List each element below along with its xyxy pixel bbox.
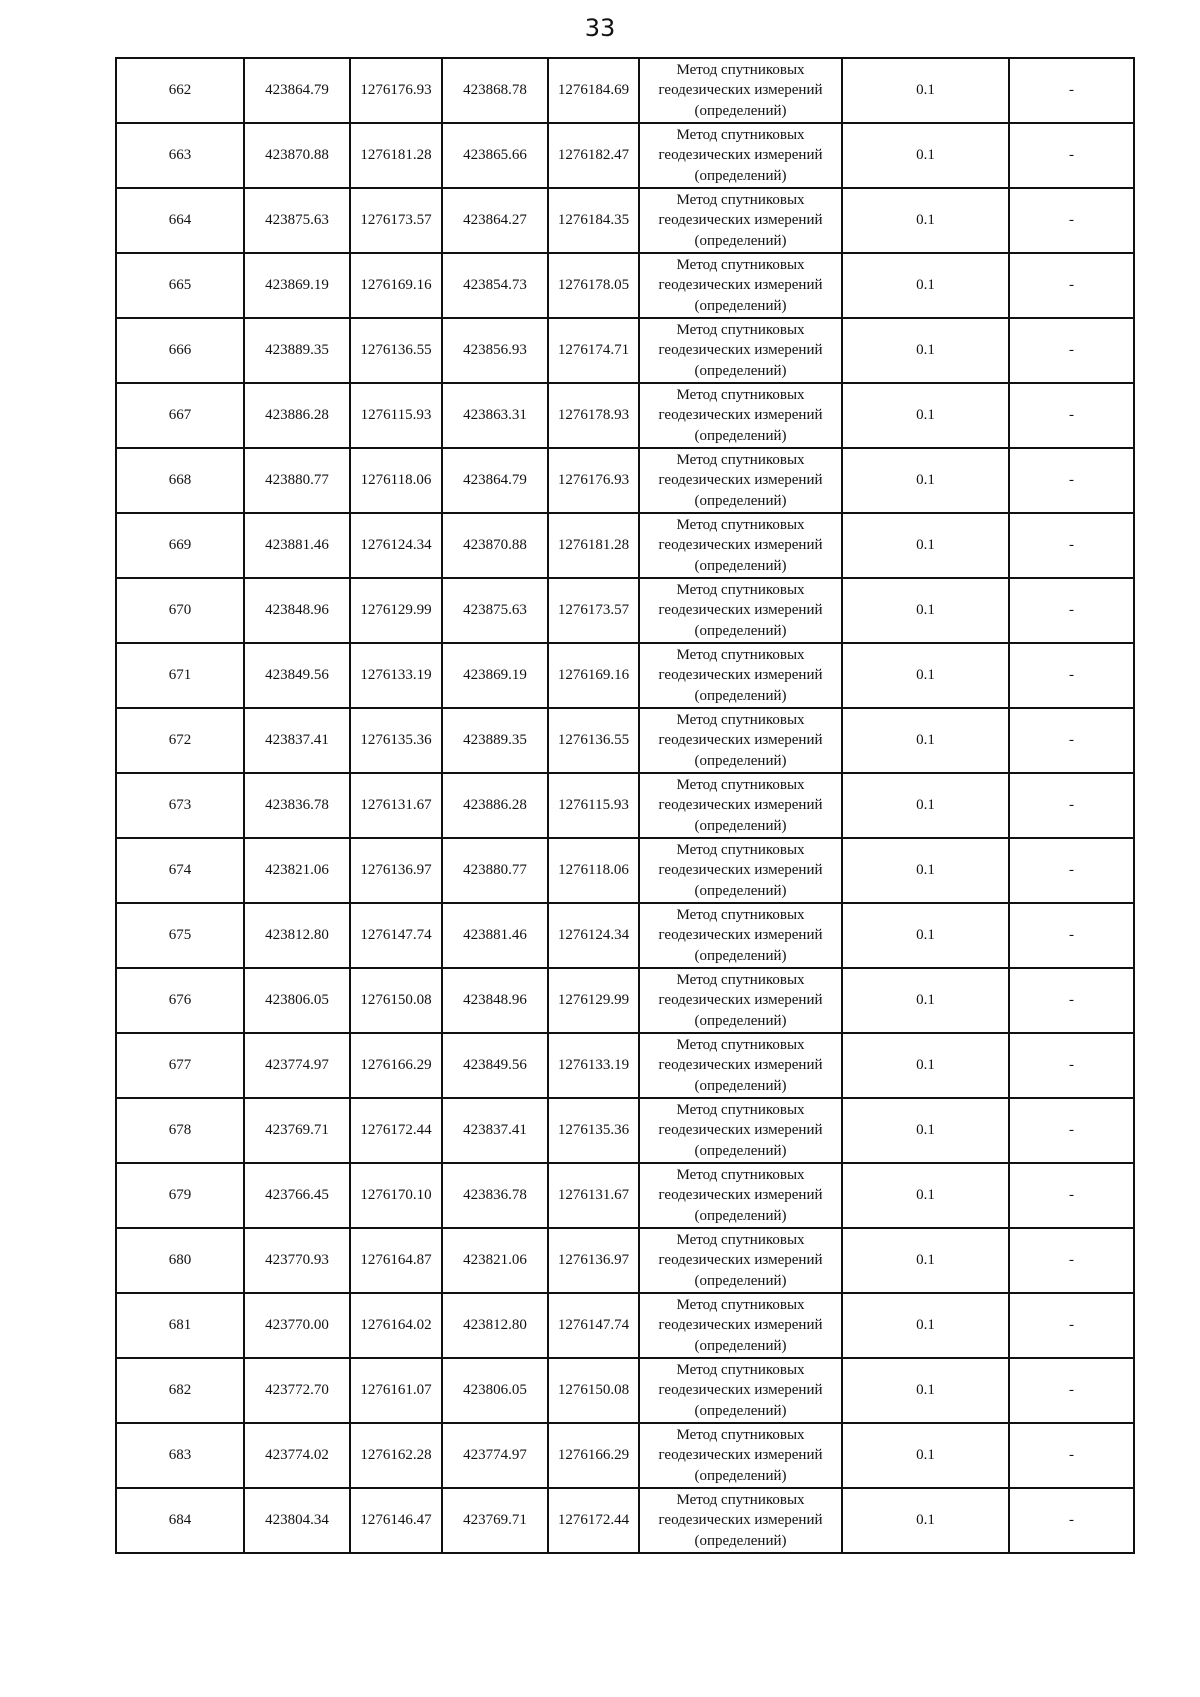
old-x-cell: 423881.46 xyxy=(244,513,350,578)
method-cell xyxy=(639,253,842,318)
accuracy-cell: 0.1 xyxy=(842,1488,1009,1553)
method-cell xyxy=(639,383,842,448)
method-line: Метод спутниковых xyxy=(676,256,805,273)
extra-cell: - xyxy=(1009,578,1134,643)
new-y-cell: 1276178.05 xyxy=(548,253,639,318)
method-cell xyxy=(639,123,842,188)
old-x-cell: 423848.96 xyxy=(244,578,350,643)
old-x-cell: 423864.79 xyxy=(244,58,350,123)
new-x-cell: 423864.79 xyxy=(442,448,548,513)
new-y-cell: 1276135.36 xyxy=(548,1098,639,1163)
table-row xyxy=(116,1488,1134,1553)
old-x-cell: 423836.78 xyxy=(244,773,350,838)
method-line: геодезических измерений xyxy=(658,277,823,294)
method-line: Метод спутниковых xyxy=(676,776,805,793)
accuracy-cell: 0.1 xyxy=(842,838,1009,903)
method-cell xyxy=(639,1098,842,1163)
method-line: (определений) xyxy=(694,1467,787,1484)
extra-cell: - xyxy=(1009,773,1134,838)
method-line: (определений) xyxy=(694,752,787,769)
new-y-cell: 1276176.93 xyxy=(548,448,639,513)
table-row xyxy=(116,1423,1134,1488)
method-cell xyxy=(639,838,842,903)
method-line: Метод спутниковых xyxy=(676,1296,805,1313)
extra-cell: - xyxy=(1009,1033,1134,1098)
method-line: геодезических измерений xyxy=(658,1317,823,1334)
new-y-cell: 1276133.19 xyxy=(548,1033,639,1098)
point-number-cell: 675 xyxy=(116,903,244,968)
old-x-cell: 423849.56 xyxy=(244,643,350,708)
table-row xyxy=(116,773,1134,838)
old-y-cell: 1276136.55 xyxy=(350,318,442,383)
accuracy-cell: 0.1 xyxy=(842,123,1009,188)
old-y-cell: 1276135.36 xyxy=(350,708,442,773)
old-y-cell: 1276133.19 xyxy=(350,643,442,708)
method-cell xyxy=(639,643,842,708)
extra-cell: - xyxy=(1009,708,1134,773)
accuracy-cell: 0.1 xyxy=(842,903,1009,968)
table-row xyxy=(116,513,1134,578)
method-line: Метод спутниковых xyxy=(676,1166,805,1183)
extra-cell: - xyxy=(1009,123,1134,188)
old-x-cell: 423772.70 xyxy=(244,1358,350,1423)
point-number-cell: 667 xyxy=(116,383,244,448)
method-cell xyxy=(639,1358,842,1423)
old-y-cell: 1276150.08 xyxy=(350,968,442,1033)
old-x-cell: 423804.34 xyxy=(244,1488,350,1553)
method-line: (определений) xyxy=(694,947,787,964)
new-y-cell: 1276174.71 xyxy=(548,318,639,383)
method-line: Метод спутниковых xyxy=(676,1101,805,1118)
method-line: геодезических измерений xyxy=(658,1057,823,1074)
new-y-cell: 1276169.16 xyxy=(548,643,639,708)
method-line: геодезических измерений xyxy=(658,732,823,749)
old-x-cell: 423889.35 xyxy=(244,318,350,383)
new-x-cell: 423849.56 xyxy=(442,1033,548,1098)
table-row xyxy=(116,903,1134,968)
accuracy-cell: 0.1 xyxy=(842,1358,1009,1423)
method-line: геодезических измерений xyxy=(658,992,823,1009)
method-line: Метод спутниковых xyxy=(676,451,805,468)
method-line: геодезических измерений xyxy=(658,82,823,99)
new-y-cell: 1276136.97 xyxy=(548,1228,639,1293)
method-cell xyxy=(639,513,842,578)
extra-cell: - xyxy=(1009,318,1134,383)
extra-cell: - xyxy=(1009,903,1134,968)
method-line: (определений) xyxy=(694,167,787,184)
table-body xyxy=(116,58,1134,1553)
method-line: (определений) xyxy=(694,232,787,249)
method-line: Метод спутниковых xyxy=(676,906,805,923)
extra-cell: - xyxy=(1009,188,1134,253)
table-row xyxy=(116,1033,1134,1098)
old-x-cell: 423770.93 xyxy=(244,1228,350,1293)
method-line: Метод спутниковых xyxy=(676,1361,805,1378)
new-x-cell: 423881.46 xyxy=(442,903,548,968)
method-line: геодезических измерений xyxy=(658,1122,823,1139)
table-row xyxy=(116,58,1134,123)
method-line: (определений) xyxy=(694,1272,787,1289)
old-x-cell: 423769.71 xyxy=(244,1098,350,1163)
new-y-cell: 1276147.74 xyxy=(548,1293,639,1358)
method-cell xyxy=(639,1033,842,1098)
extra-cell: - xyxy=(1009,1423,1134,1488)
table-row xyxy=(116,1163,1134,1228)
method-line: геодезических измерений xyxy=(658,407,823,424)
accuracy-cell: 0.1 xyxy=(842,773,1009,838)
method-cell xyxy=(639,1423,842,1488)
accuracy-cell: 0.1 xyxy=(842,968,1009,1033)
old-y-cell: 1276147.74 xyxy=(350,903,442,968)
old-y-cell: 1276146.47 xyxy=(350,1488,442,1553)
new-x-cell: 423769.71 xyxy=(442,1488,548,1553)
new-y-cell: 1276131.67 xyxy=(548,1163,639,1228)
accuracy-cell: 0.1 xyxy=(842,513,1009,578)
method-line: (определений) xyxy=(694,622,787,639)
new-y-cell: 1276118.06 xyxy=(548,838,639,903)
method-line: геодезических измерений xyxy=(658,862,823,879)
table-row xyxy=(116,968,1134,1033)
extra-cell: - xyxy=(1009,513,1134,578)
point-number-cell: 665 xyxy=(116,253,244,318)
point-number-cell: 670 xyxy=(116,578,244,643)
method-line: геодезических измерений xyxy=(658,1512,823,1529)
new-x-cell: 423880.77 xyxy=(442,838,548,903)
old-x-cell: 423837.41 xyxy=(244,708,350,773)
method-line: (определений) xyxy=(694,427,787,444)
accuracy-cell: 0.1 xyxy=(842,708,1009,773)
new-x-cell: 423848.96 xyxy=(442,968,548,1033)
coordinates-table xyxy=(115,57,1135,1554)
method-cell xyxy=(639,58,842,123)
new-x-cell: 423856.93 xyxy=(442,318,548,383)
old-y-cell: 1276115.93 xyxy=(350,383,442,448)
method-line: (определений) xyxy=(694,1532,787,1549)
old-y-cell: 1276166.29 xyxy=(350,1033,442,1098)
point-number-cell: 684 xyxy=(116,1488,244,1553)
method-line: Метод спутниковых xyxy=(676,971,805,988)
accuracy-cell: 0.1 xyxy=(842,188,1009,253)
point-number-cell: 677 xyxy=(116,1033,244,1098)
method-line: Метод спутниковых xyxy=(676,516,805,533)
method-line: геодезических измерений xyxy=(658,147,823,164)
old-x-cell: 423875.63 xyxy=(244,188,350,253)
method-line: геодезических измерений xyxy=(658,602,823,619)
old-x-cell: 423774.02 xyxy=(244,1423,350,1488)
accuracy-cell: 0.1 xyxy=(842,58,1009,123)
old-y-cell: 1276172.44 xyxy=(350,1098,442,1163)
new-x-cell: 423865.66 xyxy=(442,123,548,188)
extra-cell: - xyxy=(1009,838,1134,903)
extra-cell: - xyxy=(1009,1293,1134,1358)
extra-cell: - xyxy=(1009,1488,1134,1553)
new-x-cell: 423812.80 xyxy=(442,1293,548,1358)
table-row xyxy=(116,383,1134,448)
new-x-cell: 423870.88 xyxy=(442,513,548,578)
method-cell xyxy=(639,1228,842,1293)
method-line: геодезических измерений xyxy=(658,537,823,554)
table-row xyxy=(116,1358,1134,1423)
old-x-cell: 423812.80 xyxy=(244,903,350,968)
new-y-cell: 1276178.93 xyxy=(548,383,639,448)
method-line: (определений) xyxy=(694,492,787,509)
method-line: Метод спутниковых xyxy=(676,581,805,598)
new-y-cell: 1276182.47 xyxy=(548,123,639,188)
point-number-cell: 680 xyxy=(116,1228,244,1293)
accuracy-cell: 0.1 xyxy=(842,1163,1009,1228)
table-row xyxy=(116,1293,1134,1358)
old-y-cell: 1276129.99 xyxy=(350,578,442,643)
table-row xyxy=(116,188,1134,253)
point-number-cell: 668 xyxy=(116,448,244,513)
old-y-cell: 1276176.93 xyxy=(350,58,442,123)
method-line: Метод спутниковых xyxy=(676,1426,805,1443)
old-y-cell: 1276118.06 xyxy=(350,448,442,513)
old-y-cell: 1276124.34 xyxy=(350,513,442,578)
new-y-cell: 1276166.29 xyxy=(548,1423,639,1488)
method-line: Метод спутниковых xyxy=(676,1231,805,1248)
new-x-cell: 423837.41 xyxy=(442,1098,548,1163)
page-number: 33 xyxy=(584,14,616,42)
old-x-cell: 423770.00 xyxy=(244,1293,350,1358)
point-number-cell: 674 xyxy=(116,838,244,903)
point-number-cell: 663 xyxy=(116,123,244,188)
method-line: геодезических измерений xyxy=(658,927,823,944)
method-line: (определений) xyxy=(694,1142,787,1159)
method-line: (определений) xyxy=(694,362,787,379)
old-y-cell: 1276164.87 xyxy=(350,1228,442,1293)
new-y-cell: 1276136.55 xyxy=(548,708,639,773)
method-line: Метод спутниковых xyxy=(676,321,805,338)
new-x-cell: 423821.06 xyxy=(442,1228,548,1293)
table-row xyxy=(116,643,1134,708)
accuracy-cell: 0.1 xyxy=(842,253,1009,318)
new-x-cell: 423854.73 xyxy=(442,253,548,318)
table-row xyxy=(116,318,1134,383)
extra-cell: - xyxy=(1009,58,1134,123)
new-y-cell: 1276173.57 xyxy=(548,578,639,643)
method-line: Метод спутниковых xyxy=(676,841,805,858)
old-y-cell: 1276169.16 xyxy=(350,253,442,318)
table-row xyxy=(116,1228,1134,1293)
method-line: (определений) xyxy=(694,1337,787,1354)
point-number-cell: 683 xyxy=(116,1423,244,1488)
extra-cell: - xyxy=(1009,1358,1134,1423)
point-number-cell: 681 xyxy=(116,1293,244,1358)
point-number-cell: 682 xyxy=(116,1358,244,1423)
method-line: Метод спутниковых xyxy=(676,711,805,728)
method-line: Метод спутниковых xyxy=(676,1036,805,1053)
new-y-cell: 1276129.99 xyxy=(548,968,639,1033)
accuracy-cell: 0.1 xyxy=(842,318,1009,383)
table-row xyxy=(116,838,1134,903)
accuracy-cell: 0.1 xyxy=(842,578,1009,643)
method-line: (определений) xyxy=(694,1207,787,1224)
extra-cell: - xyxy=(1009,1098,1134,1163)
method-cell xyxy=(639,968,842,1033)
old-x-cell: 423766.45 xyxy=(244,1163,350,1228)
new-y-cell: 1276184.69 xyxy=(548,58,639,123)
accuracy-cell: 0.1 xyxy=(842,448,1009,513)
point-number-cell: 664 xyxy=(116,188,244,253)
new-x-cell: 423863.31 xyxy=(442,383,548,448)
old-y-cell: 1276170.10 xyxy=(350,1163,442,1228)
old-y-cell: 1276162.28 xyxy=(350,1423,442,1488)
table-row xyxy=(116,253,1134,318)
method-line: геодезических измерений xyxy=(658,1187,823,1204)
table-row xyxy=(116,1098,1134,1163)
method-line: Метод спутниковых xyxy=(676,386,805,403)
method-line: Метод спутниковых xyxy=(676,646,805,663)
extra-cell: - xyxy=(1009,448,1134,513)
extra-cell: - xyxy=(1009,1228,1134,1293)
method-cell xyxy=(639,903,842,968)
point-number-cell: 671 xyxy=(116,643,244,708)
old-y-cell: 1276161.07 xyxy=(350,1358,442,1423)
accuracy-cell: 0.1 xyxy=(842,1098,1009,1163)
method-cell xyxy=(639,448,842,513)
new-x-cell: 423836.78 xyxy=(442,1163,548,1228)
method-line: Метод спутниковых xyxy=(676,191,805,208)
point-number-cell: 662 xyxy=(116,58,244,123)
old-x-cell: 423870.88 xyxy=(244,123,350,188)
new-y-cell: 1276172.44 xyxy=(548,1488,639,1553)
new-x-cell: 423869.19 xyxy=(442,643,548,708)
point-number-cell: 666 xyxy=(116,318,244,383)
new-x-cell: 423868.78 xyxy=(442,58,548,123)
point-number-cell: 678 xyxy=(116,1098,244,1163)
old-y-cell: 1276181.28 xyxy=(350,123,442,188)
method-line: геодезических измерений xyxy=(658,797,823,814)
method-line: (определений) xyxy=(694,557,787,574)
new-y-cell: 1276150.08 xyxy=(548,1358,639,1423)
accuracy-cell: 0.1 xyxy=(842,1293,1009,1358)
point-number-cell: 679 xyxy=(116,1163,244,1228)
accuracy-cell: 0.1 xyxy=(842,383,1009,448)
old-y-cell: 1276131.67 xyxy=(350,773,442,838)
new-y-cell: 1276124.34 xyxy=(548,903,639,968)
old-y-cell: 1276173.57 xyxy=(350,188,442,253)
old-x-cell: 423869.19 xyxy=(244,253,350,318)
method-line: (определений) xyxy=(694,1077,787,1094)
method-cell xyxy=(639,708,842,773)
new-x-cell: 423889.35 xyxy=(442,708,548,773)
extra-cell: - xyxy=(1009,253,1134,318)
method-line: (определений) xyxy=(694,882,787,899)
method-line: геодезических измерений xyxy=(658,212,823,229)
accuracy-cell: 0.1 xyxy=(842,1423,1009,1488)
table-row xyxy=(116,578,1134,643)
point-number-cell: 673 xyxy=(116,773,244,838)
method-line: геодезических измерений xyxy=(658,1252,823,1269)
old-y-cell: 1276164.02 xyxy=(350,1293,442,1358)
accuracy-cell: 0.1 xyxy=(842,643,1009,708)
method-cell xyxy=(639,1163,842,1228)
method-line: Метод спутниковых xyxy=(676,126,805,143)
new-x-cell: 423886.28 xyxy=(442,773,548,838)
old-x-cell: 423821.06 xyxy=(244,838,350,903)
table-row xyxy=(116,123,1134,188)
method-line: Метод спутниковых xyxy=(676,1491,805,1508)
point-number-cell: 672 xyxy=(116,708,244,773)
method-cell xyxy=(639,1293,842,1358)
extra-cell: - xyxy=(1009,1163,1134,1228)
point-number-cell: 676 xyxy=(116,968,244,1033)
old-y-cell: 1276136.97 xyxy=(350,838,442,903)
extra-cell: - xyxy=(1009,643,1134,708)
extra-cell: - xyxy=(1009,383,1134,448)
new-x-cell: 423864.27 xyxy=(442,188,548,253)
new-y-cell: 1276115.93 xyxy=(548,773,639,838)
new-x-cell: 423875.63 xyxy=(442,578,548,643)
method-line: (определений) xyxy=(694,297,787,314)
old-x-cell: 423880.77 xyxy=(244,448,350,513)
table-row xyxy=(116,448,1134,513)
method-cell xyxy=(639,773,842,838)
new-y-cell: 1276184.35 xyxy=(548,188,639,253)
new-x-cell: 423774.97 xyxy=(442,1423,548,1488)
new-x-cell: 423806.05 xyxy=(442,1358,548,1423)
method-line: (определений) xyxy=(694,817,787,834)
accuracy-cell: 0.1 xyxy=(842,1228,1009,1293)
method-line: (определений) xyxy=(694,1402,787,1419)
method-line: геодезических измерений xyxy=(658,667,823,684)
old-x-cell: 423806.05 xyxy=(244,968,350,1033)
extra-cell: - xyxy=(1009,968,1134,1033)
point-number-cell: 669 xyxy=(116,513,244,578)
new-y-cell: 1276181.28 xyxy=(548,513,639,578)
method-cell xyxy=(639,188,842,253)
table-row xyxy=(116,708,1134,773)
method-line: геодезических измерений xyxy=(658,1447,823,1464)
method-cell xyxy=(639,318,842,383)
method-cell xyxy=(639,578,842,643)
method-line: (определений) xyxy=(694,102,787,119)
accuracy-cell: 0.1 xyxy=(842,1033,1009,1098)
method-line: Метод спутниковых xyxy=(676,61,805,78)
method-line: геодезических измерений xyxy=(658,472,823,489)
old-x-cell: 423886.28 xyxy=(244,383,350,448)
method-line: геодезических измерений xyxy=(658,342,823,359)
method-line: (определений) xyxy=(694,687,787,704)
old-x-cell: 423774.97 xyxy=(244,1033,350,1098)
method-cell xyxy=(639,1488,842,1553)
method-line: (определений) xyxy=(694,1012,787,1029)
method-line: геодезических измерений xyxy=(658,1382,823,1399)
